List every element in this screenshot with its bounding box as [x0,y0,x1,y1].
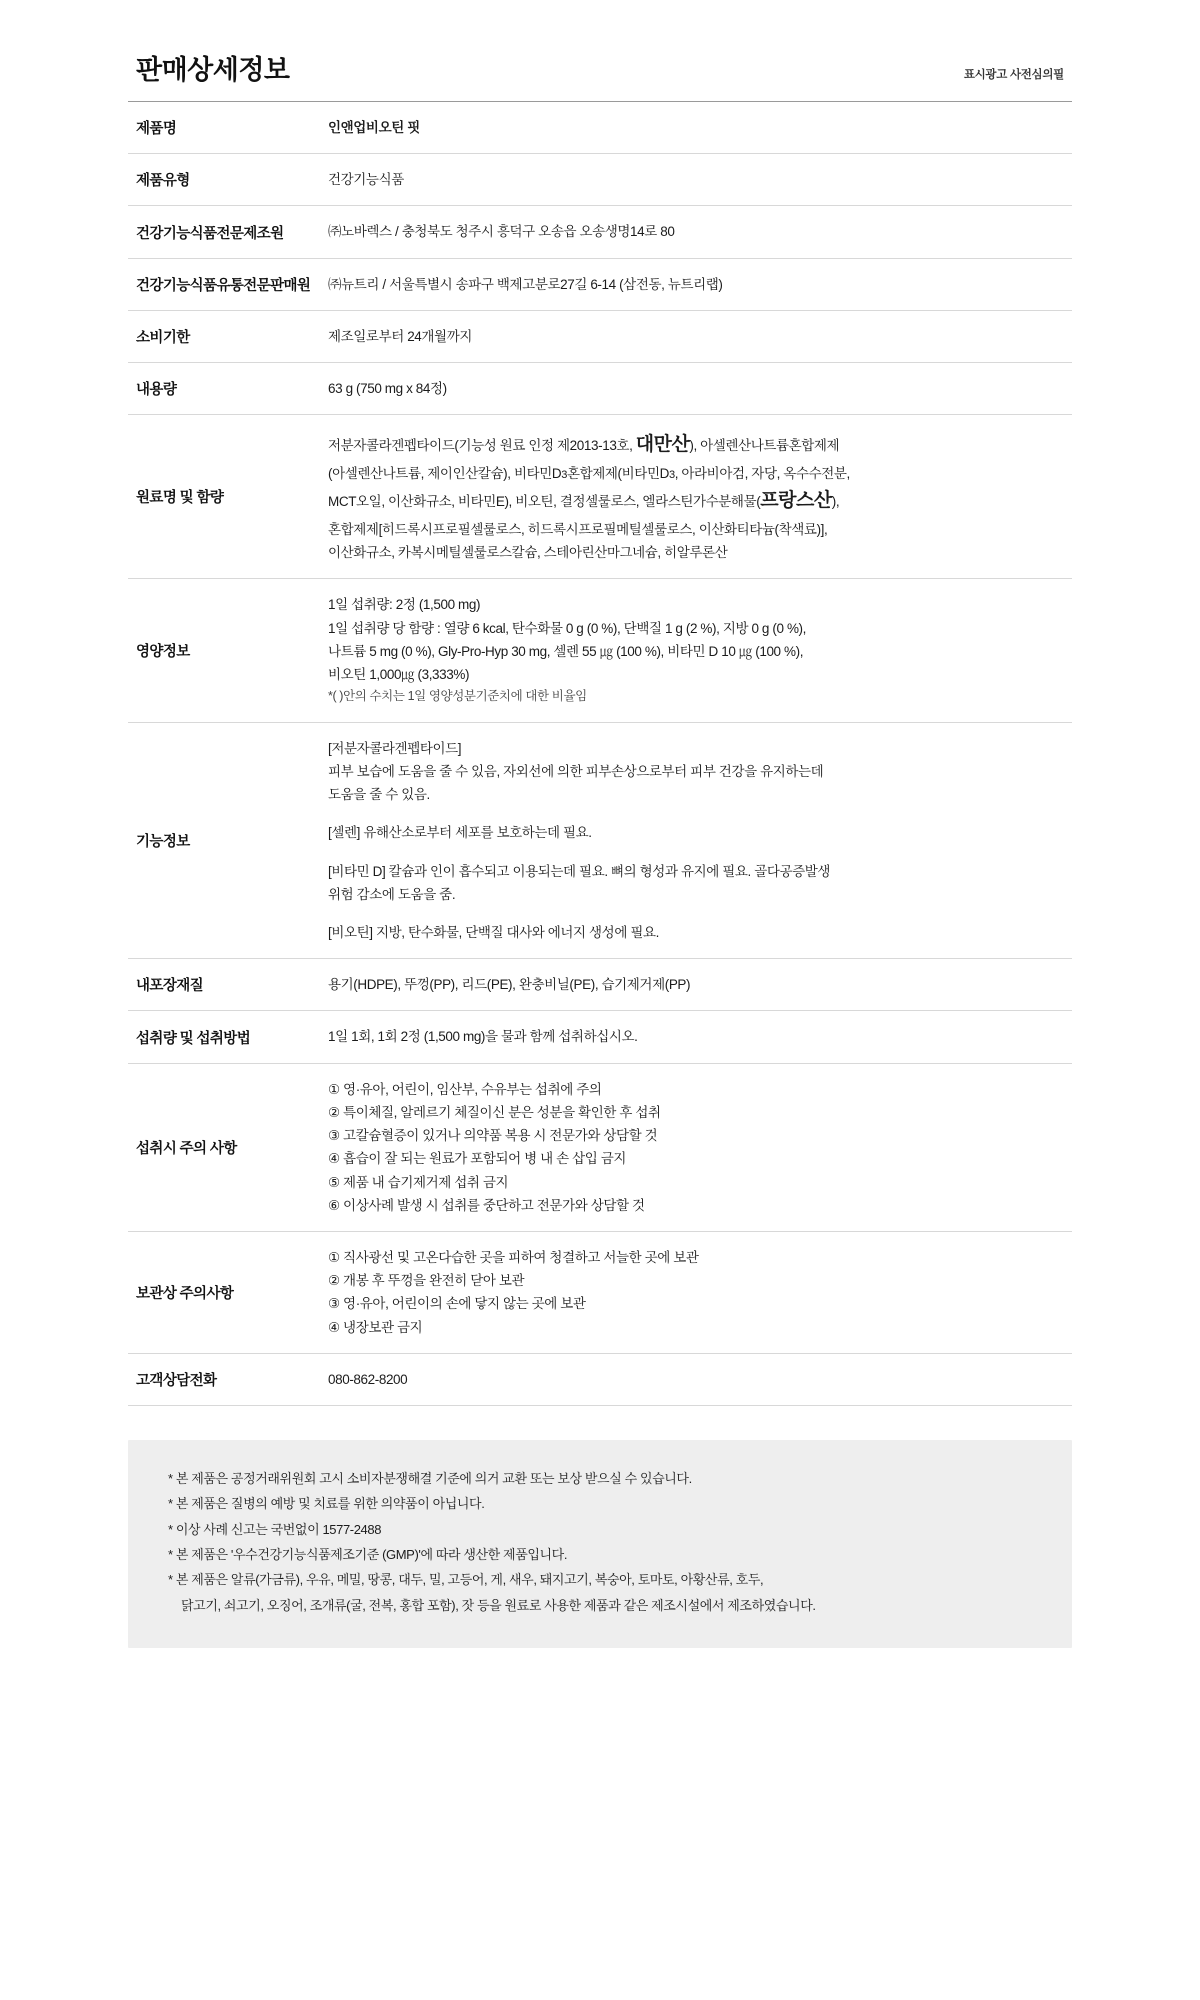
spec-table-body [128,102,1072,1406]
spec-value-12 [324,1231,1072,1353]
spec-label-0: 제품명 [136,121,177,138]
spec-label-2: 건강기능식품전문제조원 [136,225,284,242]
spec-label-9: 내포장재질 [136,978,204,995]
spec-value-13 [324,1353,1072,1405]
text-line: *( )안의 수치는 1일 영양성분기준치에 대한 비율임 [328,689,587,704]
spec-label-8: 기능정보 [136,833,190,850]
spec-label-6: 원료명 및 함량 [136,490,224,507]
text-line: ① 영·유아, 어린이, 임산부, 수유부는 섭취에 주의 [328,1081,602,1097]
text-line: ④ 흡습이 잘 되는 원료가 포함되어 병 내 손 삽입 금지 [328,1151,627,1167]
spec-value-3 [324,258,1072,310]
text-line: [저분자콜라겐펩타이드] [328,740,462,756]
content-wrapper [128,0,1072,1648]
function-block-0 [328,737,1064,807]
spec-value-10 [324,1011,1072,1063]
text-line: 위험 감소에 도움을 줌. [328,886,456,902]
text-line: 63 g (750 mg x 84정) [328,381,447,397]
table-row [128,310,1072,362]
spec-label-3: 건강기능식품유통전문판매원 [136,277,311,294]
text-line: 나트륨 5 mg (0 %), Gly-Pro-Hyp 30 mg, 셀렌 55 ㎍ (100 %), 비타민 D 10 ㎍ (100 %), [328,643,804,659]
footer-note-1 [168,1491,1032,1516]
footer-note-main: * 이상 사례 신고는 국번없이 1577-2488 [168,1521,382,1537]
text-line: ② 특이체질, 알레르기 체질이신 분은 성분을 확인한 후 섭취 [328,1104,661,1120]
function-block-2 [328,860,1064,906]
text-line: 건강기능식품 [328,172,404,188]
spec-value-0 [324,102,1072,154]
table-row [128,959,1072,1011]
origin-emphasis: 프랑스산 [760,490,832,512]
text-line: ④ 냉장보관 금지 [328,1319,423,1335]
footer-note-continued: 닭고기, 쇠고기, 오징어, 조개류(굴, 전복, 홍합 포함), 잣 등을 원료로 사용한 제품과 같은 제조시설에서 제조하였습니다. [181,1597,816,1613]
text-line: ② 개봉 후 뚜껑을 완전히 닫아 보관 [328,1273,525,1289]
text-line: 도움을 줄 수 있음. [328,787,430,803]
text-line: 피부 보습에 도움을 줄 수 있음, 자외선에 의한 피부손상으로부터 피부 건강을 유지하는데 [328,763,824,779]
spec-value-8 [324,722,1072,959]
function-block-1 [328,821,1064,844]
text-line: 저분자콜라겐펩타이드(기능성 원료 인정 제2013-13호, 대만산), 아셀렌산나트륨혼합제제 [328,434,840,456]
table-row [128,1231,1072,1353]
text-line: ③ 영·유아, 어린이의 손에 닿지 않는 곳에 보관 [328,1296,586,1312]
spec-value-7 [324,579,1072,722]
text-line: 비오틴 1,000㎍ (3,333%) [328,666,470,682]
page-header [128,48,1072,101]
spec-label-1: 제품유형 [136,173,190,190]
footer-note-2 [168,1517,1032,1542]
table-row [128,363,1072,415]
spec-value-4 [324,310,1072,362]
spec-label-7: 영양정보 [136,644,190,660]
footer-notice-box [128,1440,1072,1648]
table-row [128,102,1072,154]
text-line: 1일 섭취량: 2정 (1,500 mg) [328,597,481,613]
text-line: (아셀렌산나트륨, 제이인산칼슘), 비타민D3혼합제제(비타민D3, 아라비아검, 자당, 옥수수전분, [328,465,850,481]
footer-note-4 [168,1567,1032,1618]
footer-note-main: * 본 제품은 알류(가금류), 우유, 메밀, 땅콩, 대두, 밀, 고등어, 게, 새우, 돼지고기, 복숭아, 토마토, 아황산류, 호두, [168,1572,764,1588]
text-line: ⑤ 제품 내 습기제거제 섭취 금지 [328,1174,509,1190]
spec-value-6 [324,415,1072,579]
text-line: ㈜노바렉스 / 충청북도 청주시 흥덕구 오송읍 오송생명14로 80 [328,224,675,240]
text-line: MCT오일, 이산화규소, 비타민E), 비오틴, 결정셀룰로스, 엘라스틴가수분해물(프랑스산), [328,490,840,512]
spec-label-4: 소비기한 [136,329,190,346]
spec-label-11: 섭취시 주의 사항 [136,1140,237,1157]
text-line: ⑥ 이상사례 발생 시 섭취를 중단하고 전문가와 상담할 것 [328,1197,645,1213]
spec-value-1 [324,154,1072,206]
table-row [128,1063,1072,1231]
subscript: 3 [668,468,675,481]
spec-label-5: 내용량 [136,382,177,399]
approval-note: 표시광고 사전심의필 [963,69,1064,81]
function-block-3 [328,921,1064,944]
footer-note-main: * 본 제품은 공정거래위원회 고시 소비자분쟁해결 기준에 의거 교환 또는 보상 받으실 수 있습니다. [168,1471,692,1487]
footer-note-main: * 본 제품은 '우수건강기능식품제조기준 (GMP)'에 따라 생산한 제품입니다. [168,1547,568,1563]
table-row [128,258,1072,310]
text-line: 1일 1회, 1회 2정 (1,500 mg)을 물과 함께 섭취하십시오. [328,1029,638,1045]
text-line: [비오틴] 지방, 탄수화물, 단백질 대사와 에너지 생성에 필요. [328,925,659,940]
footer-note-3 [168,1542,1032,1567]
product-spec-table [128,101,1072,1406]
origin-emphasis: 대만산 [635,434,690,456]
text-line: [비타민 D] 칼슘과 인이 흡수되고 이용되는데 필요. 뼈의 형성과 유지에 필요. 골다공증발생 [328,863,831,879]
table-row [128,1011,1072,1063]
spec-value-2 [324,206,1072,258]
table-row [128,579,1072,722]
spec-label-12: 보관상 주의사항 [136,1285,234,1302]
footer-note-main: * 본 제품은 질병의 예방 및 치료를 위한 의약품이 아닙니다. [168,1496,485,1512]
text-line: 혼합제제[히드록시프로필셀룰로스, 히드록시프로필메틸셀룰로스, 이산화티타늄(착색료)], [328,521,828,537]
text-line: [셀렌] 유해산소로부터 세포를 보호하는데 필요. [328,825,592,841]
text-line: ③ 고칼슘혈증이 있거나 의약품 복용 시 전문가와 상담할 것 [328,1128,658,1144]
table-row [128,415,1072,579]
footer-note-0 [168,1466,1032,1491]
table-row [128,1353,1072,1405]
text-line: 이산화규소, 카복시메틸셀룰로스칼슘, 스테아린산마그네슘, 히알루론산 [328,545,728,561]
text-line: ① 직사광선 및 고온다습한 곳을 피하여 청결하고 서늘한 곳에 보관 [328,1249,699,1265]
subscript: 3 [561,468,567,481]
table-row [128,722,1072,959]
text-line: 인앤업비오틴 핏 [328,120,420,135]
text-line: ㈜뉴트리 / 서울특별시 송파구 백제고분로27길 6-14 (삼전동, 뉴트리랩) [328,276,723,292]
spec-value-11 [324,1063,1072,1231]
spec-value-5 [324,363,1072,415]
text-line: 용기(HDPE), 뚜껑(PP), 리드(PE), 완충비닐(PE), 습기제거제(PP) [328,977,691,993]
footer-notes-list [168,1466,1032,1618]
spec-value-9 [324,959,1072,1011]
text-line: 제조일로부터 24개월까지 [328,328,472,344]
spec-label-10: 섭취량 및 섭취방법 [136,1030,251,1047]
text-line: 1일 섭취량 당 함량 : 열량 6 kcal, 탄수화물 0 g (0 %), 단백질 1 g (2 %), 지방 0 g (0 %), [328,620,806,636]
text-line: 080-862-8200 [328,1371,408,1387]
table-row [128,154,1072,206]
table-row [128,206,1072,258]
spec-label-13: 고객상담전화 [136,1372,217,1389]
page-title: 판매상세정보 [136,55,290,85]
